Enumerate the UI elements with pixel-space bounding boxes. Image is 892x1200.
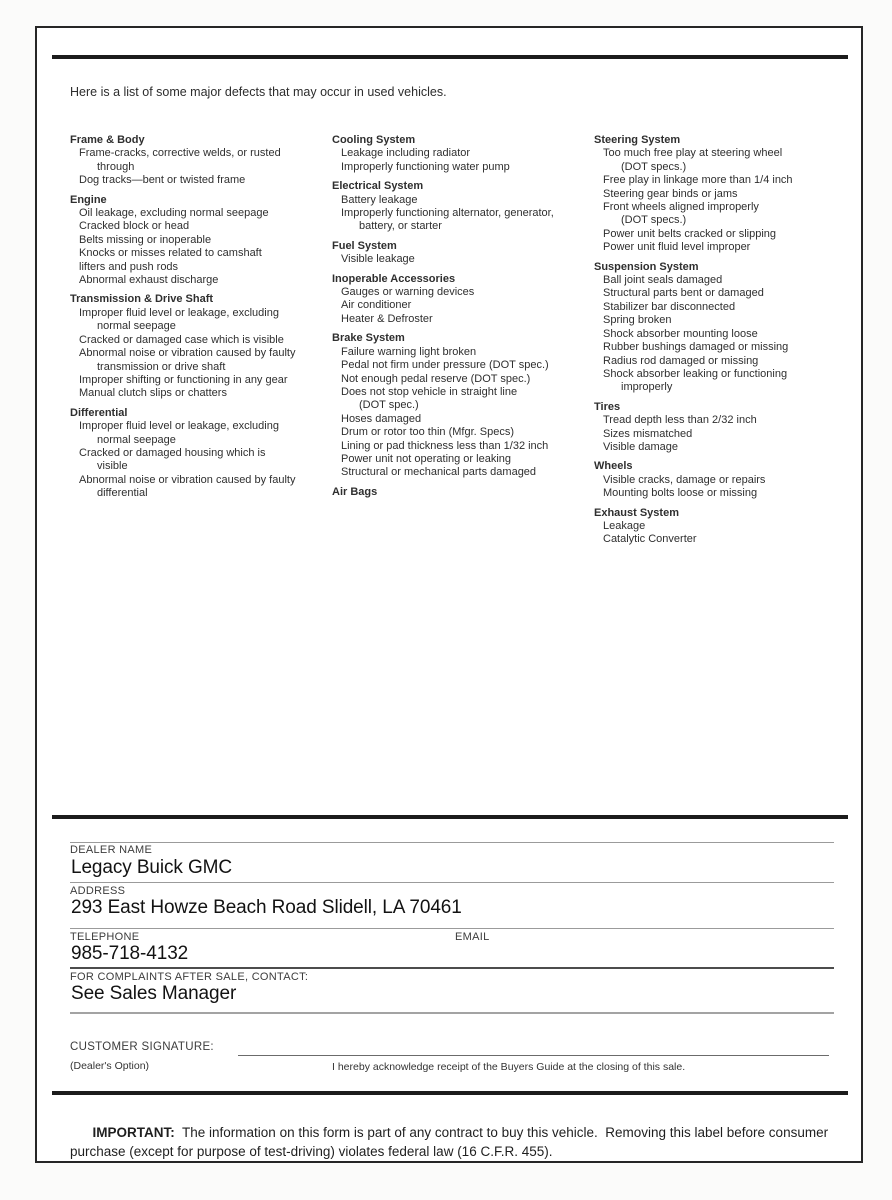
defect-item-line: Drum or rotor too thin (Mfgr. Specs) [341, 426, 514, 439]
defect-section-title: Differential [70, 406, 128, 419]
defect-item-line: Air conditioner [341, 299, 412, 312]
defect-section-title: Air Bags [332, 485, 378, 498]
email-label: EMAIL [455, 931, 490, 943]
defect-section-title: Electrical System [332, 180, 424, 193]
defect-item-line: (DOT specs.) [621, 160, 687, 173]
defect-item-line: Improperly functioning alternator, generator, [341, 207, 554, 220]
important-text: The information on this form is part of any contract to buy this vehicle. Removing this label before consumer purchase (except for purpose of test-driving) violates federal law (16 C.F.R. 455). [70, 1124, 832, 1159]
defect-item-line: lifters and push rods [79, 260, 179, 273]
defect-item-line: Spring broken [603, 314, 672, 327]
important-section-divider [52, 1091, 848, 1095]
defect-item-line: Improper fluid level or leakage, excluding [79, 420, 279, 433]
defect-section-title: Suspension System [594, 260, 699, 273]
rule-above-dealer-name [70, 842, 834, 843]
defect-item-line: Cracked or damaged housing which is [79, 446, 266, 459]
customer-signature-line [238, 1055, 829, 1056]
defect-item-line: (DOT spec.) [359, 399, 419, 412]
defect-item-line: Manual clutch slips or chatters [79, 387, 227, 400]
defect-item-line: normal seepage [97, 433, 176, 446]
dealers-option-note: (Dealer's Option) [70, 1060, 150, 1072]
defect-item-line: Tread depth less than 2/32 inch [603, 414, 757, 427]
defect-item-line: Structural or mechanical parts damaged [341, 466, 537, 479]
defect-item-line: Improper shifting or functioning in any gear [79, 373, 288, 386]
rule-above-address [70, 882, 834, 883]
defect-section-title: Steering System [594, 134, 681, 146]
defect-item-line: Leakage including radiator [341, 147, 471, 160]
defect-item-line: Power unit fluid level improper [603, 241, 751, 254]
defect-item-line: through [97, 160, 135, 173]
defect-item-line: Radius rod damaged or missing [603, 354, 759, 367]
defect-item-line: Belts missing or inoperable [79, 233, 212, 246]
defect-section-title: Wheels [594, 460, 633, 473]
defect-section-title: Inoperable Accessories [332, 272, 456, 285]
defect-item-line: Front wheels aligned improperly [603, 201, 759, 214]
telephone-label: TELEPHONE [70, 931, 140, 943]
defect-item-line: Shock absorber mounting loose [603, 327, 758, 340]
important-label: IMPORTANT: [92, 1124, 175, 1140]
defect-item-line: normal seepage [97, 320, 176, 333]
defect-item-line: Heater & Defroster [341, 312, 433, 325]
defect-column-2 [332, 134, 594, 547]
defect-item-line: visible [97, 460, 128, 473]
acknowledgement-text: I hereby acknowledge receipt of the Buyers Guide at the closing of this sale. [332, 1061, 686, 1073]
defect-section-title: Frame & Body [70, 134, 145, 146]
important-notice [70, 1103, 848, 1181]
defect-item-line: Sizes mismatched [603, 427, 693, 440]
defect-item-line: Free play in linkage more than 1/4 inch [603, 174, 793, 187]
document-frame [35, 26, 863, 1163]
defect-section-title: Exhaust System [594, 506, 679, 519]
defect-item-line: Lining or pad thickness less than 1/32 inch [341, 439, 549, 452]
defect-section-title: Engine [70, 193, 107, 206]
rule-above-complaints [70, 967, 834, 969]
defect-item-line: Hoses damaged [341, 412, 422, 425]
complaints-value: See Sales Manager [71, 983, 237, 1004]
major-defects-list [70, 134, 856, 547]
defect-section-title: Cooling System [332, 134, 416, 146]
defect-item-line: Visible cracks, damage or repairs [603, 473, 766, 486]
defect-item-line: (DOT specs.) [621, 214, 687, 227]
address-label: ADDRESS [70, 885, 126, 897]
defect-item-line: Abnormal noise or vibration caused by faulty [79, 473, 296, 486]
defect-item-line: Cracked block or head [79, 220, 190, 233]
defect-section-title: Fuel System [332, 239, 397, 252]
defect-item-line: improperly [621, 381, 673, 394]
defect-item-line: Abnormal noise or vibration caused by faulty [79, 347, 296, 360]
defect-item-line: Pedal not firm under pressure (DOT spec.) [341, 359, 549, 372]
defect-item-line: Ball joint seals damaged [603, 274, 723, 287]
defect-item-line: Dog tracks—bent or twisted frame [79, 174, 246, 187]
defect-item-line: Visible leakage [341, 253, 415, 266]
defect-item-line: Frame-cracks, corrective welds, or rusted [79, 147, 281, 160]
defect-item-line: Cracked or damaged case which is visible [79, 333, 284, 346]
defect-item-line: differential [97, 487, 148, 500]
defect-item-line: Improper fluid level or leakage, excluding [79, 306, 279, 319]
defect-item-line: Battery leakage [341, 193, 418, 206]
defect-item-line: Not enough pedal reserve (DOT spec.) [341, 372, 531, 385]
defect-section-title: Tires [594, 400, 621, 413]
defect-item-line: Rubber bushings damaged or missing [603, 341, 789, 354]
defect-item-line: Improperly functioning water pump [341, 160, 510, 173]
defect-item-line: Steering gear binds or jams [603, 187, 738, 200]
dealer-name-value: Legacy Buick GMC [71, 857, 233, 878]
address-value: 293 East Howze Beach Road Slidell, LA 70461 [71, 897, 462, 918]
top-divider [52, 55, 848, 59]
telephone-value: 985-718-4132 [71, 943, 189, 964]
defect-column-1 [70, 134, 332, 547]
intro-text: Here is a list of some major defects that may occur in used vehicles. [70, 85, 447, 99]
rule-above-telephone [70, 928, 834, 929]
defect-column-3 [594, 134, 856, 547]
complaints-label: FOR COMPLAINTS AFTER SALE, CONTACT: [70, 971, 309, 983]
customer-signature-label: CUSTOMER SIGNATURE: [70, 1041, 214, 1053]
defect-item-line: Knocks or misses related to camshaft [79, 247, 262, 260]
defect-item-line: battery, or starter [359, 220, 442, 233]
defect-item-line: Structural parts bent or damaged [603, 287, 764, 300]
defect-item-line: Catalytic Converter [603, 533, 697, 546]
defect-item-line: Failure warning light broken [341, 345, 477, 358]
defect-item-line: Power unit not operating or leaking [341, 452, 511, 465]
defect-item-line: Power unit belts cracked or slipping [603, 227, 777, 240]
defect-item-line: Stabilizer bar disconnected [603, 300, 736, 313]
defect-item-line: Gauges or warning devices [341, 286, 475, 299]
defect-item-line: Too much free play at steering wheel [603, 147, 783, 160]
defect-item-line: Leakage [603, 519, 646, 532]
defect-item-line: Oil leakage, excluding normal seepage [79, 207, 269, 220]
defect-item-line: Does not stop vehicle in straight line [341, 385, 518, 398]
defect-item-line: transmission or drive shaft [97, 360, 226, 373]
defect-item-line: Abnormal exhaust discharge [79, 274, 219, 287]
dealer-name-label: DEALER NAME [70, 844, 153, 856]
defect-item-line: Visible damage [603, 440, 679, 453]
defect-item-line: Mounting bolts loose or missing [603, 487, 758, 500]
defect-section-title: Brake System [332, 332, 405, 345]
dealer-section-divider [52, 815, 848, 819]
defect-section-title: Transmission & Drive Shaft [70, 293, 214, 306]
defect-item-line: Shock absorber leaking or functioning [603, 367, 788, 380]
rule-below-complaints [70, 1012, 834, 1014]
